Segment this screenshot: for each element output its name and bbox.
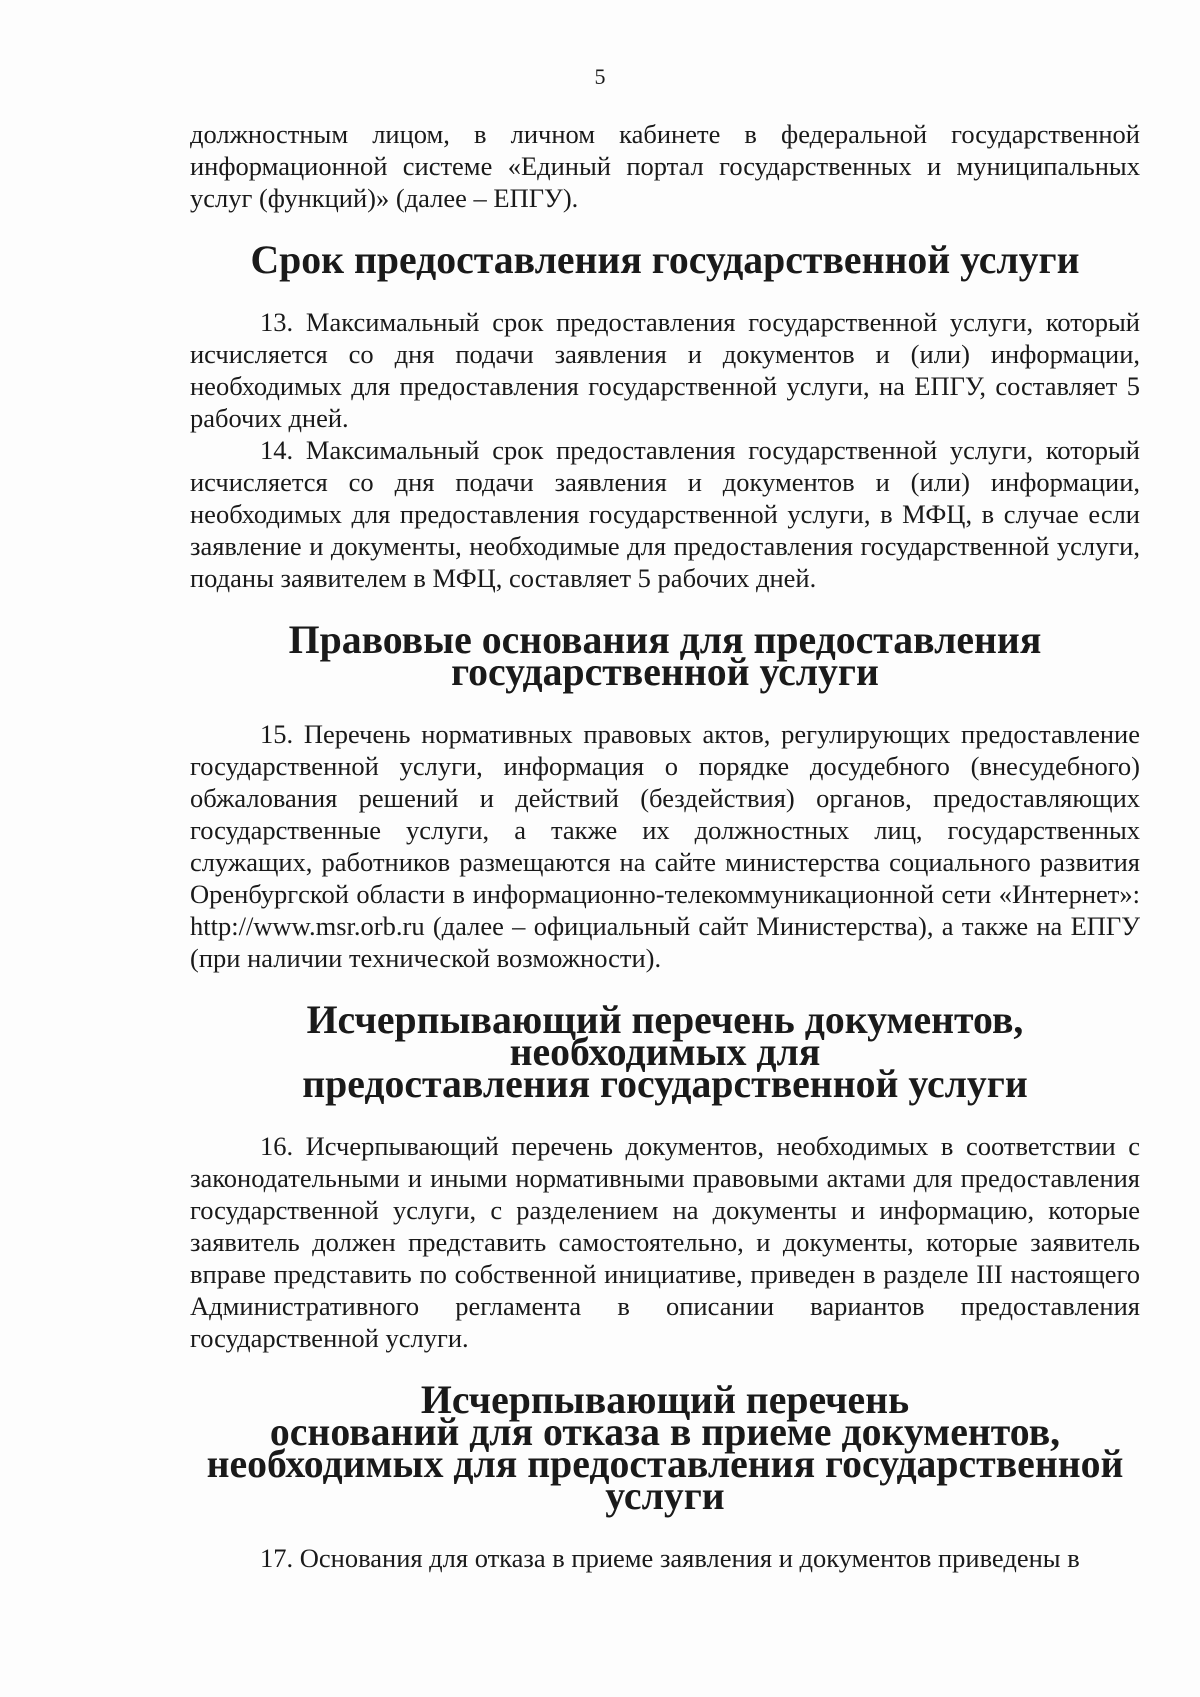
page-number: 5 (594, 64, 606, 89)
paragraph-15: 15. Перечень нормативных правовых актов, регулирующих предоставление государственной услуги, информация о порядке досудебного (внесудебного) обжалования решений и действий (бездействия) органов, предоставляющих государственные услуги, а также их должностных лиц, государственных служащих, работников размещаются на сайте министерства социального развития Оренбургской области в информационно-телекоммуникационной сети «Интернет»: http://www.msr.orb.ru (далее – официальный сайт Министерства), а также на ЕПГУ (при наличии технической возможности). (190, 719, 1140, 973)
heading-line: Правовые основания для предоставления государственной услуги (288, 618, 1042, 694)
heading-line: Исчерпывающий перечень документов, необходимых для (306, 998, 1024, 1074)
paragraph-14: 14. Максимальный срок предоставления государственной услуги, который исчисляется со дня подачи заявления и документов и (или) информации, необходимых для предоставления государственной услуги, в МФЦ, в случае если заявление и документы, необходимые для предоставления государственной услуги, поданы заявителем в МФЦ, составляет 5 рабочих дней. (190, 435, 1140, 593)
heading-line: необходимых для предоставления государственной услуги (206, 1442, 1124, 1518)
heading-line: оснований для отказа в приеме документов, (269, 1410, 1061, 1454)
heading-service-term (190, 238, 1140, 282)
heading-legal-basis (190, 618, 1140, 694)
heading-line: предоставления государственной услуги (302, 1062, 1028, 1106)
paragraph-17: 17. Основания для отказа в приеме заявления и документов приведены в (260, 1543, 1080, 1573)
paragraph-16: 16. Исчерпывающий перечень документов, необходимых в соответствии с законодательными и иными нормативными правовыми актами для предоставления государственной услуги, с разделением на документы и информацию, которые заявитель должен представить самостоятельно, и документы, которые заявитель вправе представить по собственной инициативе, приведен в разделе III настоящего Административного регламента в описании вариантов предоставления государственной услуги. (190, 1131, 1140, 1353)
paragraph-13: 13. Максимальный срок предоставления государственной услуги, который исчисляется со дня подачи заявления и документов и (или) информации, необходимых для предоставления государственной услуги, на ЕПГУ, составляет 5 рабочих дней. (190, 307, 1140, 433)
heading-refusal-grounds (190, 1378, 1140, 1518)
heading-documents-list (190, 998, 1140, 1106)
heading-line: Срок предоставления государственной услуги (250, 238, 1080, 282)
document-body (190, 118, 1140, 1574)
paragraph-intro: должностным лицом, в личном кабинете в федеральной государственной информационной системе «Единый портал государственных и муниципальных услуг (функций)» (далее – ЕПГУ). (190, 119, 1140, 213)
heading-line: Исчерпывающий перечень (420, 1378, 910, 1422)
